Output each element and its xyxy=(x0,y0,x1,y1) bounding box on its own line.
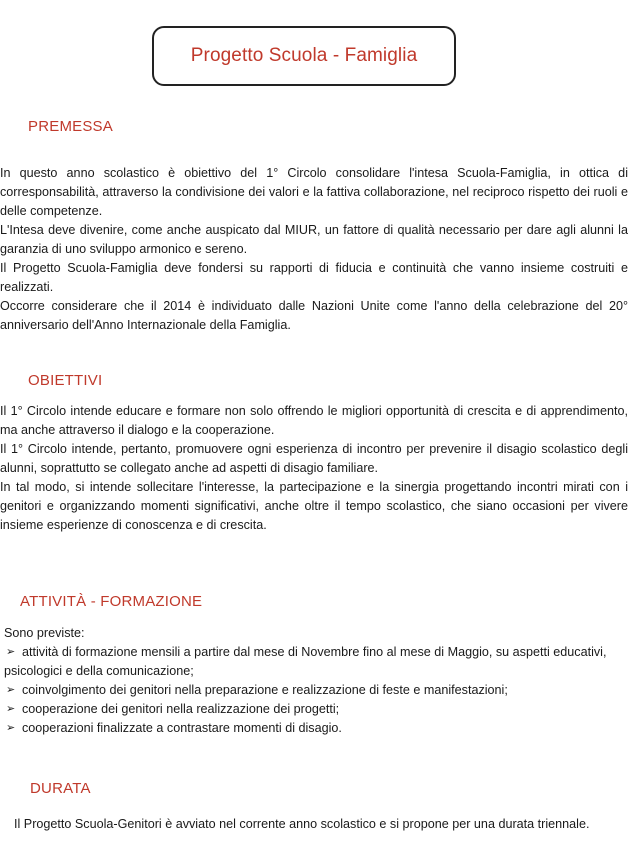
premessa-paragraph: Il Progetto Scuola-Famiglia deve fondersi su rapporti di fiducia e continuità che vanno insieme costruiti e realizzati. xyxy=(0,261,628,294)
list-item xyxy=(4,643,616,681)
heading-attivita: ATTIVITÀ - FORMAZIONE xyxy=(20,593,203,610)
section-obiettivi xyxy=(0,402,628,535)
durata-paragraph: Il Progetto Scuola-Genitori è avviato nel corrente anno scolastico e si propone per una durata triennale. xyxy=(14,817,590,831)
list-item xyxy=(4,719,616,738)
premessa-paragraph: In questo anno scolastico è obiettivo del 1° Circolo consolidare l'intesa Scuola-Famiglia, in ottica di corresponsabilità, attraverso la condivisione dei valori e la fattiva collaborazione, nel reciproco rispetto dei ruoli e delle competenze. xyxy=(0,166,628,218)
obiettivi-paragraph: In tal modo, si intende sollecitare l'interesse, la partecipazione e la sinergia progettando incontri mirati con i genitori e organizzando momenti significativi, anche oltre il tempo scolastico, che siano occasioni per vivere insieme esperienze di conoscenza e di crescita. xyxy=(0,480,628,532)
list-item xyxy=(4,700,616,719)
arrow-bullet-icon: ➢ xyxy=(6,646,16,658)
heading-obiettivi: OBIETTIVI xyxy=(28,372,103,389)
attivita-list xyxy=(4,643,616,738)
attivita-intro: Sono previste: xyxy=(4,626,85,640)
obiettivi-paragraph: Il 1° Circolo intende, pertanto, promuovere ogni esperienza di incontro per prevenire il disagio scolastico degli alunni, soprattutto se collegato anche ad aspetti di disagio familiare. xyxy=(0,442,628,475)
arrow-bullet-icon: ➢ xyxy=(6,703,16,715)
page-title: Progetto Scuola - Famiglia xyxy=(190,45,418,66)
list-item-text: coinvolgimento dei genitori nella preparazione e realizzazione di feste e manifestazioni; xyxy=(22,683,508,697)
title-box xyxy=(152,26,456,86)
premessa-paragraph: Occorre considerare che il 2014 è individuato dalle Nazioni Unite come l'anno della celebrazione del 20° anniversario dell'Anno Internazionale della Famiglia. xyxy=(0,299,628,332)
section-attivita xyxy=(4,624,616,738)
arrow-bullet-icon: ➢ xyxy=(6,722,16,734)
list-item xyxy=(4,681,616,700)
list-item-text: cooperazioni finalizzate a contrastare momenti di disagio. xyxy=(22,721,342,735)
section-durata xyxy=(14,815,604,834)
section-premessa xyxy=(0,164,628,335)
list-item-text: cooperazione dei genitori nella realizzazione dei progetti; xyxy=(22,702,340,716)
heading-premessa: PREMESSA xyxy=(28,118,113,135)
heading-durata: DURATA xyxy=(30,780,91,797)
arrow-bullet-icon: ➢ xyxy=(6,684,16,696)
list-item-text: attività di formazione mensili a partire dal mese di Novembre fino al mese di Maggio, su aspetti educativi, psicologici e della comunicazione; xyxy=(4,645,607,678)
premessa-paragraph: L'Intesa deve divenire, come anche auspicato dal MIUR, un fattore di qualità necessario per dare agli alunni la garanzia di uno sviluppo armonico e sereno. xyxy=(0,223,628,256)
obiettivi-paragraph: Il 1° Circolo intende educare e formare non solo offrendo le migliori opportunità di crescita e di apprendimento, ma anche attraverso il dialogo e la cooperazione. xyxy=(0,404,628,437)
